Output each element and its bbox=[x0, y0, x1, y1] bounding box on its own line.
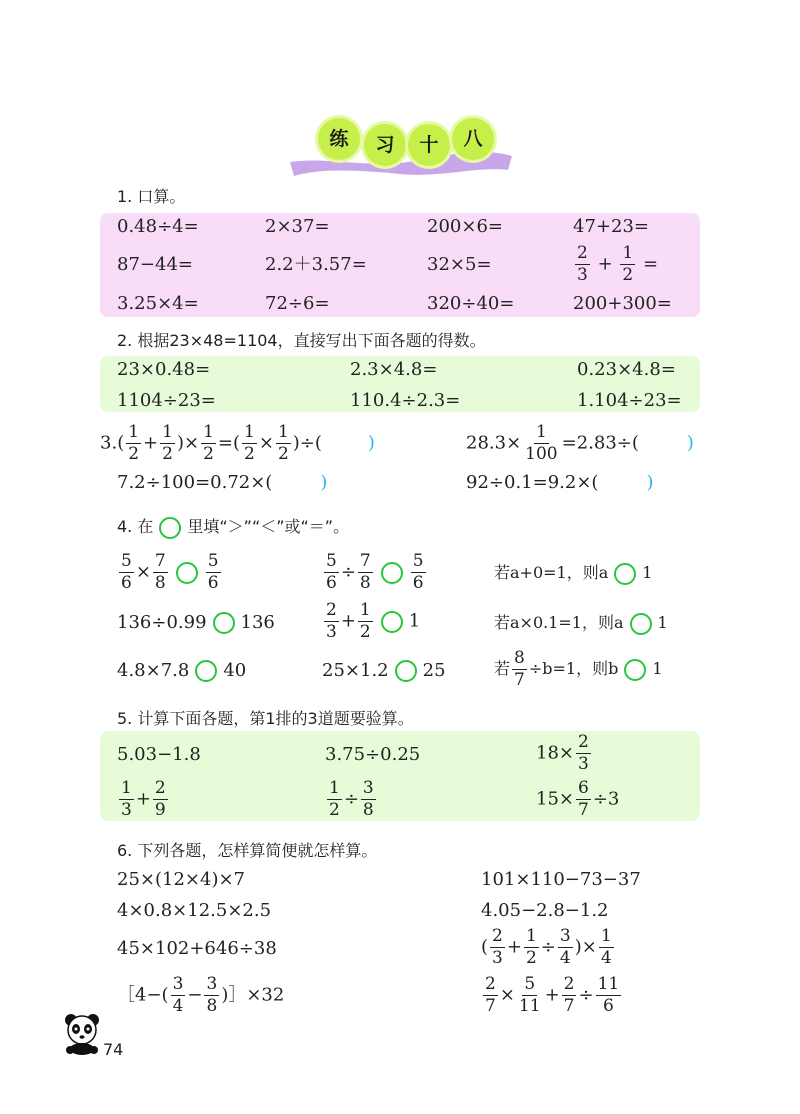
title-char-3: 十 bbox=[408, 124, 450, 166]
q1-item: 47+23= bbox=[573, 216, 649, 237]
q3-item-1: 3.( $\frac{1}{2}$ + $\frac{1}{2}$ )× $\frac{1}{2}$ =( $\frac{1}{2}$ × $\frac{1}{2}$ )÷( ) bbox=[100, 422, 375, 464]
q5-item: 3.75÷0.25 bbox=[325, 744, 421, 765]
q2-item: 0.23×4.8= bbox=[577, 359, 676, 380]
q4-r3c2: 25×1.2 25 bbox=[322, 660, 446, 681]
q4-r2c2: $\frac{2}{3}$ + $\frac{1}{2}$ 1 bbox=[326, 600, 421, 642]
answer-circle[interactable] bbox=[176, 562, 198, 584]
q1-item: 200×6= bbox=[427, 216, 503, 237]
q6-item: 4×0.8×12.5×2.5 bbox=[117, 900, 272, 921]
q6-item: $\frac{2}{7}$ × $\frac{5}{11}$ + $\frac{2}{7}$ ÷ $\frac{11}{6}$ bbox=[485, 974, 620, 1016]
page-number: 74 bbox=[103, 1040, 124, 1059]
answer-circle[interactable] bbox=[381, 562, 403, 584]
q4-r2c1: 136÷0.99 136 bbox=[117, 612, 275, 633]
q4-r1c2: $\frac{5}{6}$ ÷ $\frac{7}{8}$ $\frac{5}{6}$ bbox=[326, 551, 424, 593]
q5-heading: 5. 计算下面各题，第1排的3道题要验算。 bbox=[117, 709, 414, 728]
q1-item: 2.2＋3.57= bbox=[265, 254, 367, 275]
answer-circle[interactable] bbox=[624, 659, 646, 681]
q5-item: $\frac{1}{3}$ + $\frac{2}{9}$ bbox=[121, 778, 166, 820]
q5-item: 18× $\frac{2}{3}$ bbox=[536, 732, 589, 774]
answer-circle[interactable] bbox=[630, 613, 652, 635]
q2-item: 1104÷23= bbox=[117, 390, 216, 411]
q2-item: 110.4÷2.3= bbox=[350, 390, 461, 411]
answer-circle-icon bbox=[159, 517, 181, 539]
title-char-1: 练 bbox=[318, 118, 360, 160]
answer-circle[interactable] bbox=[395, 660, 417, 682]
q1-item: 87−44= bbox=[117, 254, 193, 275]
q4-r1c3: 若a+0=1，则a 1 bbox=[494, 562, 652, 585]
answer-circle[interactable] bbox=[381, 611, 403, 633]
q1-item: 72÷6= bbox=[265, 293, 330, 314]
q2-item: 23×0.48= bbox=[117, 359, 211, 380]
q6-item: 25×(12×4)×7 bbox=[117, 869, 246, 890]
q3-item-4: 92÷0.1=9.2×( ) bbox=[466, 472, 654, 493]
q1-item: 2×37= bbox=[265, 216, 330, 237]
q2-item: 2.3×4.8= bbox=[350, 359, 438, 380]
q1-item: 200+300= bbox=[573, 293, 672, 314]
q4-heading: 4. 在 里填“＞”“＜”或“＝”。 bbox=[117, 514, 349, 539]
q6-item: ［4−( $\frac{3}{4}$ − $\frac{3}{8}$ )］×32 bbox=[117, 974, 285, 1016]
q1-item: 0.48÷4= bbox=[117, 216, 199, 237]
answer-circle[interactable] bbox=[614, 563, 636, 585]
q2-item: 1.104÷23= bbox=[577, 390, 682, 411]
panda-icon bbox=[62, 1012, 102, 1056]
q6-item: 45×102+646÷38 bbox=[117, 938, 277, 959]
q5-item: $\frac{1}{2}$ ÷ $\frac{3}{8}$ bbox=[329, 778, 374, 820]
answer-circle[interactable] bbox=[195, 660, 217, 682]
q6-heading: 6. 下列各题，怎样算简便就怎样算。 bbox=[117, 841, 378, 860]
q4-r2c3: 若a×0.1=1，则a 1 bbox=[494, 612, 668, 635]
fraction: $\frac{1}{2}$ bbox=[622, 243, 634, 285]
q6-item: 4.05−2.8−1.2 bbox=[481, 900, 609, 921]
q1-heading: 1. 口算。 bbox=[117, 187, 186, 206]
title-char-4: 八 bbox=[452, 118, 494, 160]
fraction: $\frac{2}{3}$ bbox=[577, 243, 588, 285]
q4-r3c1: 4.8×7.8 40 bbox=[117, 660, 247, 681]
q1-frac-item: $\frac{2}{3}$ + $\frac{1}{2}$ = bbox=[577, 243, 659, 285]
q5-item: 15× $\frac{6}{7}$ ÷3 bbox=[536, 778, 620, 820]
q4-r3c3: 若 $\frac{8}{7}$ ÷b=1，则b 1 bbox=[494, 648, 663, 690]
q4-r1c1: $\frac{5}{6}$ × $\frac{7}{8}$ $\frac{5}{6}$ bbox=[121, 551, 219, 593]
q5-item: 5.03−1.8 bbox=[117, 744, 201, 765]
q6-item: 101×110−73−37 bbox=[481, 869, 641, 890]
answer-circle[interactable] bbox=[213, 612, 235, 634]
q3-item-3: 7.2÷100=0.72×( ) bbox=[117, 472, 328, 493]
q2-heading: 2. 根据23×48=1104，直接写出下面各题的得数。 bbox=[117, 331, 486, 350]
title-char-2: 习 bbox=[364, 124, 406, 166]
q6-item: ( $\frac{2}{3}$ + $\frac{1}{2}$ ÷ $\frac{3}{4}$ )× $\frac{1}{4}$ bbox=[481, 926, 612, 968]
q3-item-2: 28.3× $\frac{1}{100}$ =2.83÷( ) bbox=[466, 422, 694, 464]
q1-item: 320÷40= bbox=[427, 293, 515, 314]
q1-item: 3.25×4= bbox=[117, 293, 199, 314]
q1-item: 32×5= bbox=[427, 254, 492, 275]
